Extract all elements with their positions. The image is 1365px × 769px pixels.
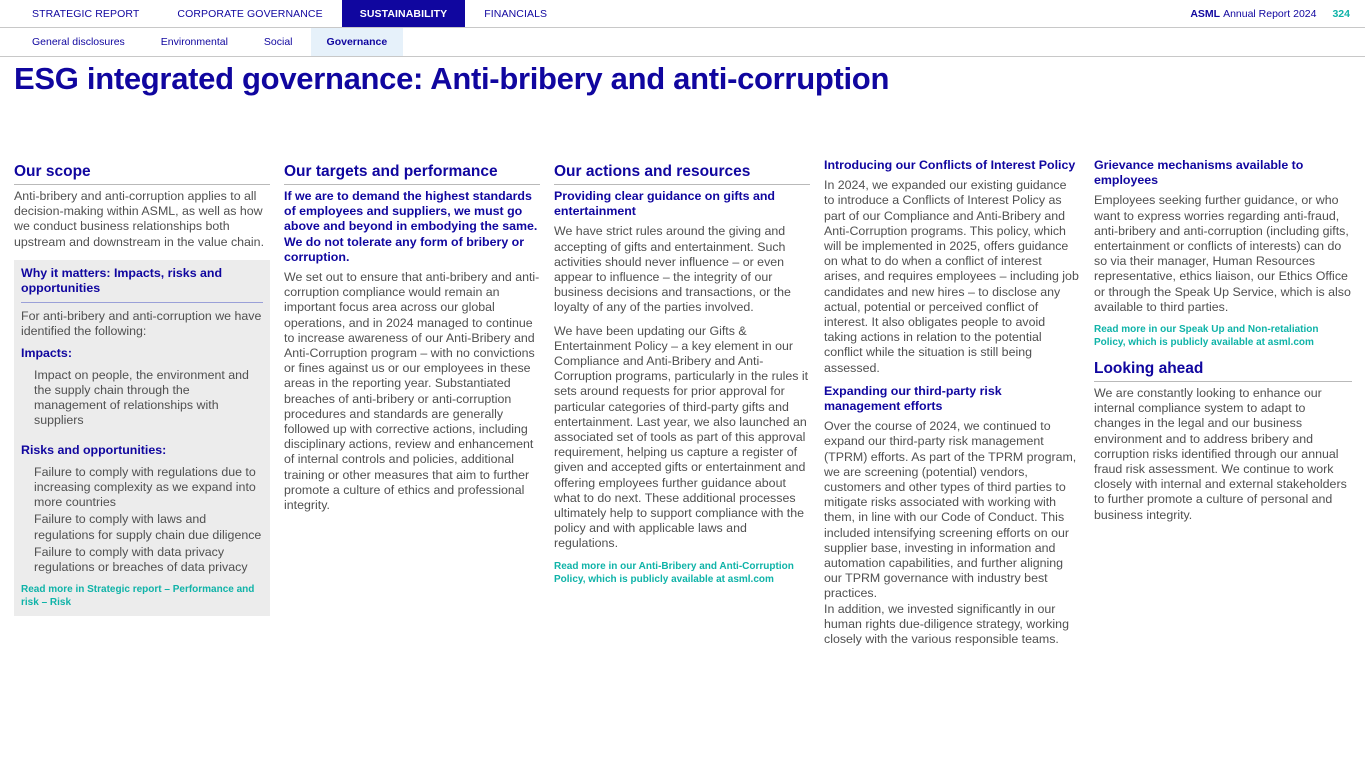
- tprm-body-2: In addition, we invested significantly in our human rights due-diligence strategy, working closely with the various responsible teams.: [824, 601, 1069, 647]
- risk-item: Failure to comply with data privacy regulations or breaches of data privacy: [34, 544, 248, 575]
- why-it-matters-heading: Why it matters: Impacts, risks and opportunities: [21, 266, 263, 303]
- subtab-governance[interactable]: Governance: [311, 28, 404, 56]
- tab-strategic-report[interactable]: STRATEGIC REPORT: [32, 7, 140, 20]
- conflicts-subheading: Introducing our Conflicts of Interest Policy: [824, 158, 1076, 172]
- targets-heading: Our targets and performance: [284, 158, 540, 185]
- risk-item: Failure to comply with laws and regulations for supply chain due diligence: [34, 512, 262, 542]
- impact-item: Impact on people, the environment and the supply chain through the management of relationships with suppliers: [34, 367, 249, 428]
- impacts-label: Impacts:: [21, 345, 72, 360]
- strategic-report-link[interactable]: Read more in Strategic report – Performance and risk – Risk: [21, 584, 255, 609]
- gifts-subheading: Providing clear guidance on gifts and entertainment: [554, 189, 775, 219]
- report-info: [1190, 0, 1365, 27]
- sub-nav: [0, 28, 1365, 57]
- anti-bribery-policy-link[interactable]: Read more in our Anti-Bribery and Anti-Corruption Policy, which is publicly available at asml.com: [554, 560, 794, 585]
- speak-up-policy-link[interactable]: Read more in our Speak Up and Non-retaliation Policy, which is publicly available at asml.com: [1094, 324, 1319, 349]
- scope-body: Anti-bribery and anti-corruption applies to all decision-making within ASML, as well as how we conduct business relationships both upstream and downstream in the value chain.: [14, 189, 265, 249]
- tprm-body-1: Over the course of 2024, we continued to expand our third-party risk management (TPRM) efforts. As part of the TPRM program, we are screening (potential) vendors, customers and other types of third parties to mitigate risks associated with working with them, in line with our Code of Conduct. This included intensifying screening efforts on our supplier base, investing in information and automation capabilities, and further aligning our TPRM governance with industry best practices.: [824, 419, 1077, 601]
- gifts-para-2: We have been updating our Gifts & Entertainment Policy – a key element in our Compliance and Anti-Bribery and Anti-Corruption programs, particularly in the rules it sets around requests for prior approval for particular categories of third-party gifts and entertainment. Last year, we also launched an associated set of tools as part of this approval requirement, helping us capture a register of given and accepted gifts or entertainment and offering employees further guidance about what to do next. These additional processes ultimately help to support compliance with the policy and with applicable laws and regulations.: [554, 323, 809, 551]
- grievance-column: [1094, 158, 1352, 523]
- conflicts-body: In 2024, we expanded our existing guidance to introduce a Conflicts of Interest Policy as part of our Compliance and Anti-Bribery and Anti-Corruption programs. This policy, which will be implemented in 2025, offers guidance on what to do when a conflict of interest arises, and requires employees – including job candidates and new hires – to disclose any actual, potential or perceived conflict of interest. It also obligates people to avoid taking actions in relation to the potential conflict while the situation is still being assessed.: [824, 178, 1079, 375]
- tprm-subheading: Expanding our third-party risk management efforts: [824, 383, 1002, 414]
- targets-lead: If we are to demand the highest standards of employees and suppliers, we must go above and beyond in embodying the same. We do not tolerate any form of bribery or corruption.: [284, 189, 538, 264]
- subtab-general-disclosures[interactable]: General disclosures: [32, 36, 125, 48]
- scope-column: [14, 158, 270, 616]
- tab-sustainability[interactable]: SUSTAINABILITY: [342, 0, 466, 27]
- targets-body: We set out to ensure that anti-bribery and anti-corruption compliance would remain an important focus area across our global operations, and in 2024 managed to continue to increase awareness of our Anti-Bribery and Anti-Corruption program – with no convictions or fines against us or our employees in these areas in the reporting year. Substantiated breaches of anti-bribery or anti-corruption procedures and standards are generally followed up with corrective actions, including disciplinary actions, review and enhancement of internal controls and policies, additional training or other measures that aim to further promote a culture of ethics and professional integrity.: [284, 270, 540, 513]
- actions-column: [554, 158, 810, 586]
- scope-heading: Our scope: [14, 158, 270, 185]
- tab-corporate-governance[interactable]: CORPORATE GOVERNANCE: [177, 7, 323, 20]
- page-title: ESG integrated governance: Anti-bribery and anti-corruption: [14, 61, 890, 96]
- actions-heading: Our actions and resources: [554, 158, 810, 185]
- grievance-subheading: Grievance mechanisms available to employees: [1094, 158, 1304, 188]
- subtab-environmental[interactable]: Environmental: [160, 36, 228, 48]
- subtab-social[interactable]: Social: [263, 36, 293, 48]
- looking-ahead-heading: Looking ahead: [1094, 355, 1352, 382]
- grievance-body: Employees seeking further guidance, or who want to express worries regarding anti-fraud, anti-bribery and anti-corruption (including gifts, entertainment or conflicts of interests) can do so via their manager, Human Resources representative, ethics liaison, our Ethics Office or through the Speak Up Service, which is also available to third parties.: [1094, 193, 1351, 314]
- risks-label: Risks and opportunities:: [21, 442, 167, 457]
- targets-column: [284, 158, 540, 513]
- page-number: 324: [1332, 7, 1350, 20]
- gifts-para-1: We have strict rules around the giving and accepting of gifts and entertainment. Such activities should never influence – or even appear to influence – the integrity of our business decisions and transactions, or the loyalty of any of the parties involved.: [554, 224, 791, 315]
- why-it-matters-box: [14, 260, 270, 616]
- looking-ahead-body: We are constantly looking to enhance our internal compliance system to adapt to changes in the legal and our business environment and to address bribery and corruption risks identified through our annual fraud risk assessment. We continue to work closely with internal and external stakeholders to further promote a culture of personal and business integrity.: [1094, 386, 1347, 522]
- tab-financials[interactable]: FINANCIALS: [484, 7, 548, 20]
- brand-name: ASML: [1190, 7, 1221, 20]
- box-intro: For anti-bribery and anti-corruption we have identified the following:: [21, 309, 262, 339]
- conflicts-column: [824, 158, 1080, 647]
- top-nav: [0, 0, 1365, 28]
- risk-item: Failure to comply with regulations due to increasing complexity as we expand into more countries: [34, 464, 256, 510]
- report-name: Annual Report 2024: [1223, 7, 1317, 20]
